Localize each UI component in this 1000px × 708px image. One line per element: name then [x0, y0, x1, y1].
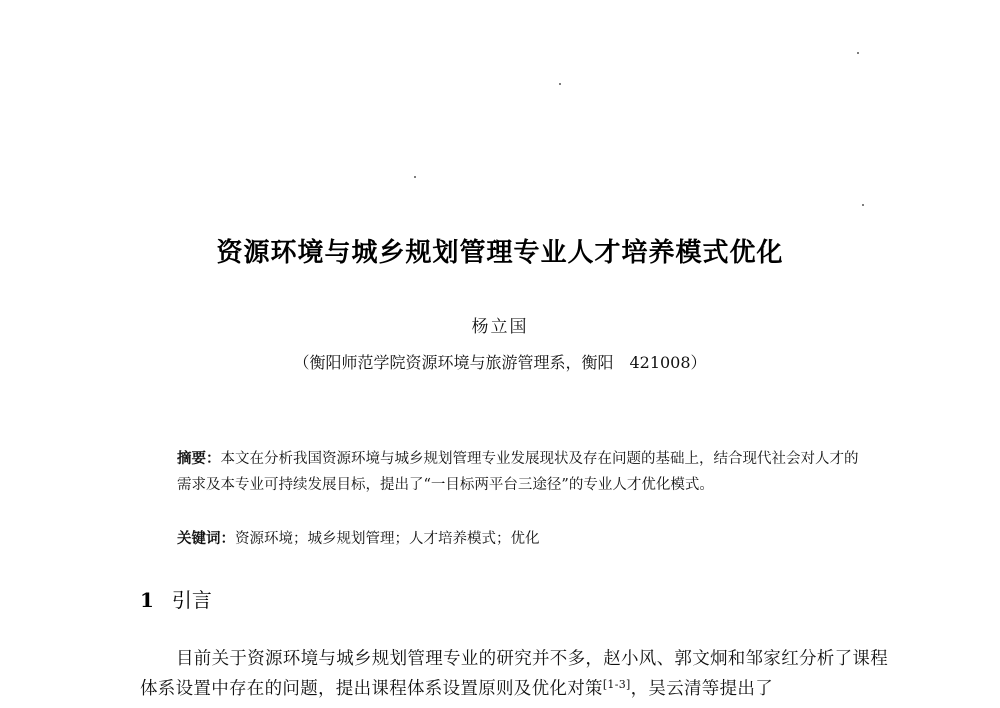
- author-name: 杨立国: [471, 317, 529, 337]
- scan-speck: [414, 176, 416, 178]
- section-heading: [140, 584, 212, 613]
- keywords-text: 资源环境；城乡规划管理；人才培养模式；优化: [235, 531, 540, 547]
- body-text-2: ，吴云清等提出了: [630, 679, 774, 699]
- keywords: [177, 528, 867, 550]
- scan-speck: [857, 52, 859, 54]
- abstract-text: 本文在分析我国资源环境与城乡规划管理专业发展现状及存在问题的基础上，结合现代社会对人才的需求及本专业可持续发展目标，提出了“一目标两平台三途径”的专业人才优化模式。: [177, 451, 859, 493]
- section-title: 引言: [171, 588, 212, 612]
- body-paragraph: [140, 644, 900, 704]
- body-text-1: 目前关于资源环境与城乡规划管理专业的研究并不多，赵小风、郭文炯和邹家红分析了课程体系设置中存在的问题，提出课程体系设置原则及优化对策: [140, 649, 888, 699]
- abstract-label: 摘要：: [177, 451, 221, 467]
- paper-title: 资源环境与城乡规划管理专业人才培养模式优化: [216, 238, 784, 268]
- abstract: [177, 446, 867, 498]
- scan-speck: [559, 83, 561, 85]
- affiliation: （衡阳师范学院资源环境与旅游管理系，衡阳 421008）: [293, 353, 707, 372]
- citation-ref: [1-3]: [602, 678, 631, 691]
- scan-speck: [862, 204, 864, 206]
- section-number: 1: [140, 588, 154, 612]
- keywords-label: 关键词：: [177, 531, 235, 547]
